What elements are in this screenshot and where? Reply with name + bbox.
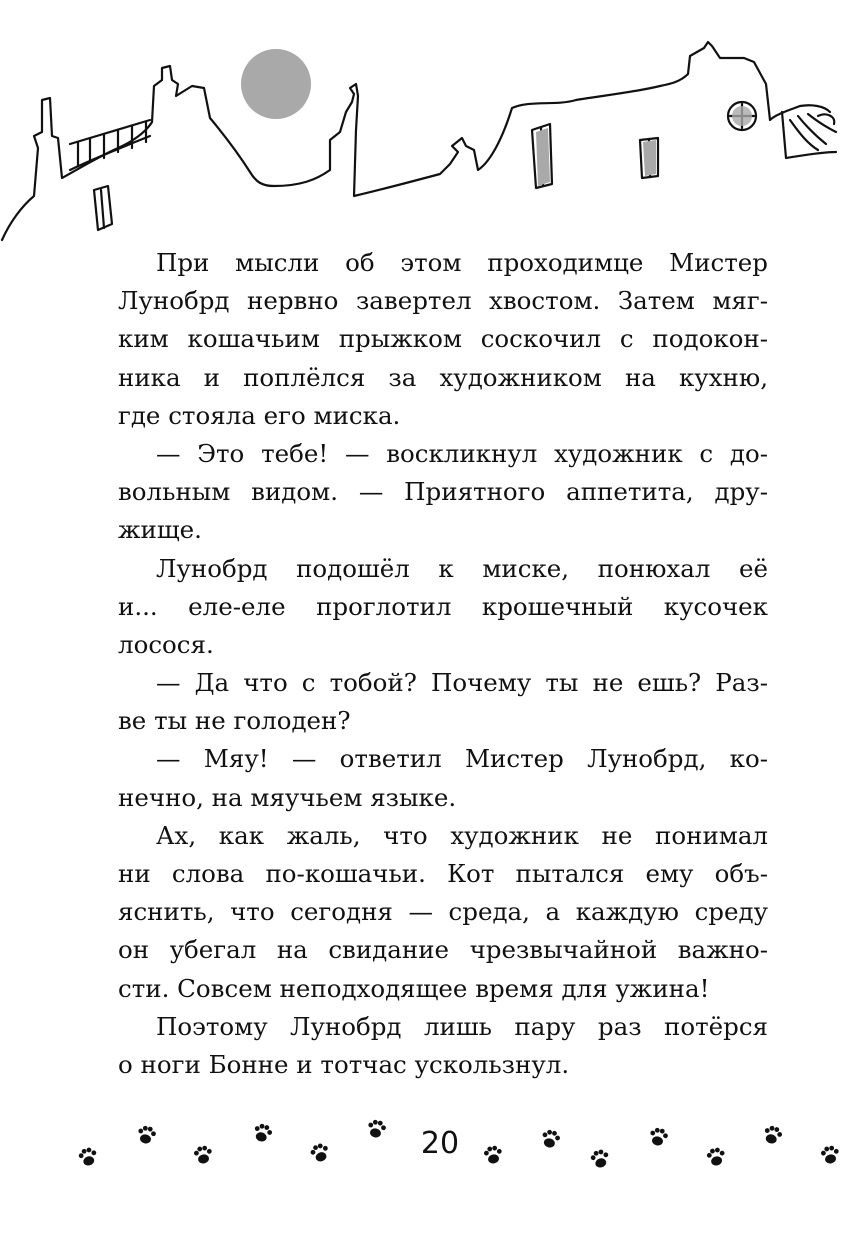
text-line: лосося. [118,629,214,659]
text-line: Лунобрд нервно завертел хвостом. Затем мяг- [118,286,768,316]
text-line: ника и поплёлся за художником на кухню, [118,362,768,392]
text-line: ким кошачьим прыжком соскочил с подокон- [118,324,768,354]
text-line: жище. [118,515,202,545]
text-line: и... еле-еле проглотил крошечный кусочек [118,591,768,621]
rooftops-illustration [0,0,844,250]
text-line: сти. Совсем неподходящее время для ужина! [118,973,710,1003]
text-line: ве ты не голоден? [118,706,351,736]
text-line: нечно, на мяучьем языке. [118,782,457,812]
text-line: — Да что с тобой? Почему ты не ешь? Раз- [156,668,768,698]
text-line: — Это тебе! — воскликнул художник с до- [156,438,768,468]
paragraph [118,664,768,740]
text-line: При мысли об этом проходимце Мистер [156,248,768,277]
text-line: Поэтому Лунобрд лишь пару раз потёрся [156,1011,768,1041]
text-line: Ах, как жаль, что художник не понимал [156,820,768,850]
text-line: яснить, что сегодня — среда, а каждую среду [118,897,768,927]
text-line: он убегал на свидание чрезвычайной важно- [118,935,768,965]
text-line: ни слова по-кошачьи. Кот пытался ему объ- [118,859,768,888]
text-line: вольным видом. — Приятного аппетита, дру- [118,477,768,507]
paragraph [118,435,768,550]
text-line: где стояла его миска. [118,400,401,430]
page-number: 20 [420,1126,460,1161]
paragraph [118,740,768,816]
text-line: о ноги Бонне и тотчас ускользнул. [118,1049,570,1079]
paragraph [118,550,768,665]
text-line: Лунобрд подошёл к миске, понюхал её [156,553,768,583]
paragraph [118,244,768,435]
paragraph [118,1008,768,1084]
paragraph [118,817,768,1008]
story-text [118,244,768,1084]
moon-shape [241,49,311,119]
text-line: — Мяу! — ответил Мистер Лунобрд, ко- [156,744,768,774]
